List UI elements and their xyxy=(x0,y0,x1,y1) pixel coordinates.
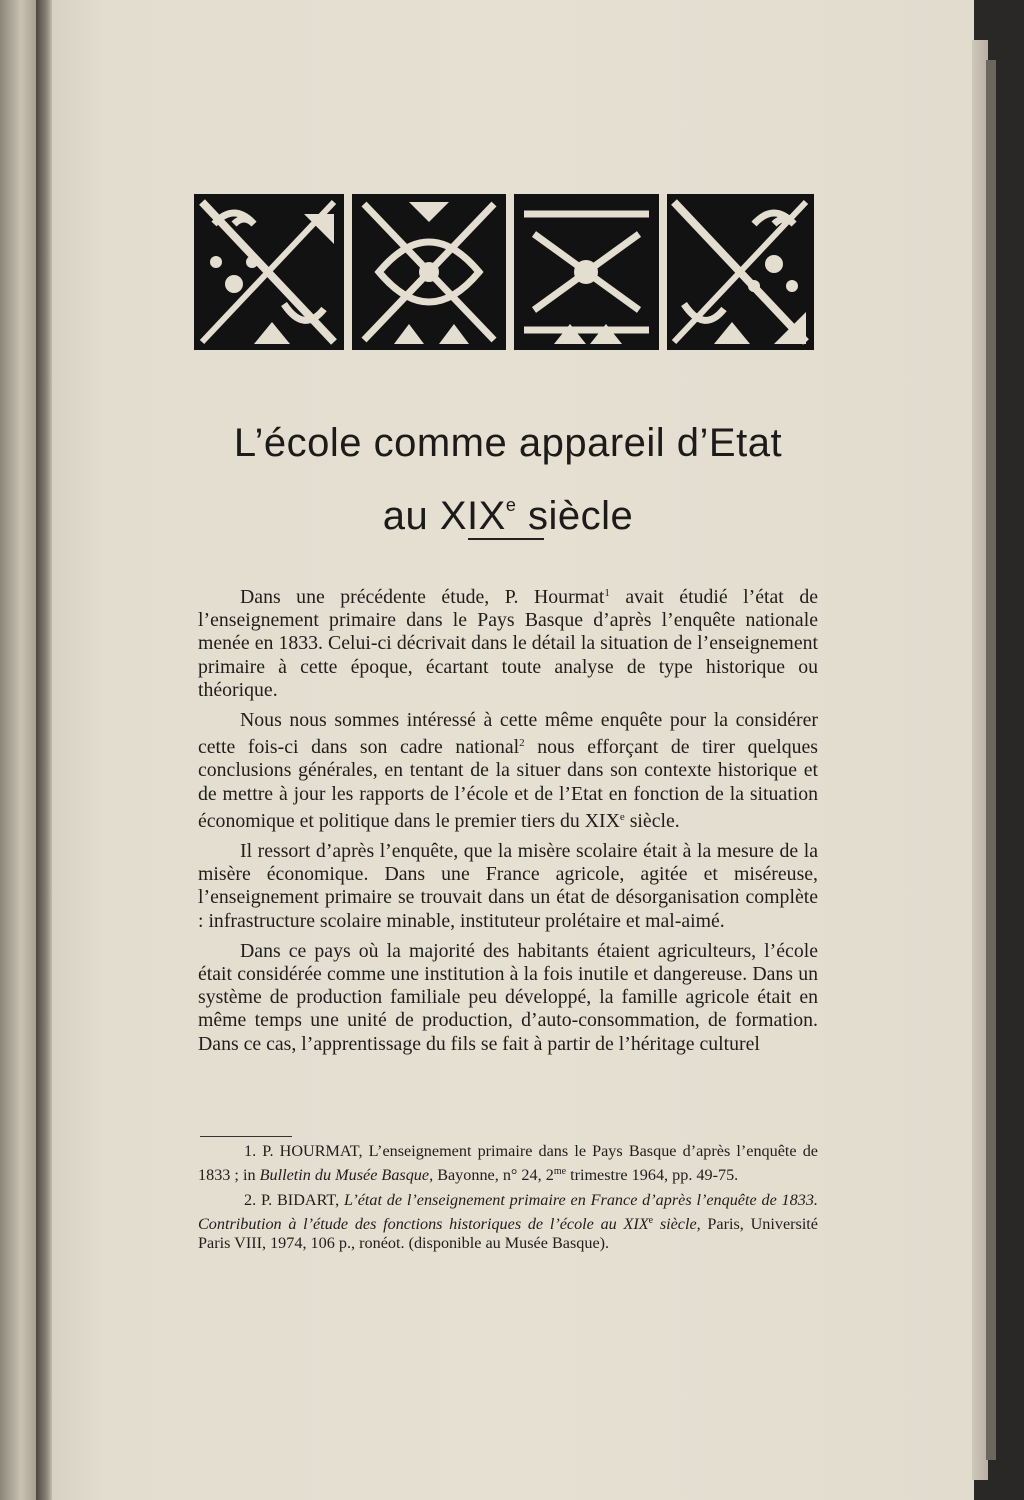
text-run: Paris, Université Paris VIII, 1974, 106 p., ronéot. (disponible au Musée Basque). xyxy=(198,1214,818,1252)
text-run: Bayonne, n° 24, 2 xyxy=(433,1165,554,1184)
article-title xyxy=(150,412,866,547)
text-run: nous efforçant de tirer quelques conclusions générales, en tentant de la situer dans son contexte historique et de mettre à jour les rapports de l’école et de l’Etat en fonction de la situation économique et politique dans le premier tiers du XIX xyxy=(198,736,818,832)
footnote-rule xyxy=(200,1136,292,1137)
superscript: me xyxy=(553,1165,567,1177)
text-run: Dans une précédente étude, P. Hourmat xyxy=(240,586,605,608)
italic-text: Bulletin du Musée Basque, xyxy=(259,1165,434,1184)
superscript: 1 xyxy=(604,587,610,599)
text-run: avait étudié l’état de l’enseignement primaire dans le Pays Basque d’après l’enquête nationale menée en 1833. Celui-ci décrivait dans le détail la situation de l’enseignement primaire à cette époque, écartant toute analyse de type historique ou théorique. xyxy=(198,586,818,701)
body-paragraph xyxy=(198,709,818,833)
title-rule xyxy=(468,538,544,540)
text-run: Il ressort d’après l’enquête, que la misère scolaire était à la mesure de la misère économique. Dans une France agricole, agitée et miséreuse, l’enseignement primaire se trouvait dans un état de désorganisation complète : infrastructure scolaire minable, instituteur prolétaire et mal-aimé. xyxy=(198,840,818,932)
body-paragraph xyxy=(198,840,818,933)
article-body xyxy=(198,582,818,1063)
body-paragraph xyxy=(198,940,818,1056)
text-run: 2. P. BIDART, xyxy=(244,1191,344,1209)
text-run: Nous nous sommes intéressé à cette même enquête pour la considérer cette fois-ci dans son cadre national xyxy=(198,709,818,759)
body-paragraph xyxy=(198,582,818,702)
text-run: 1. P. HOURMAT, L’enseignement primaire dans le Pays Basque d’après l’enquête de 1833 ; in xyxy=(198,1142,818,1184)
footnote xyxy=(198,1142,818,1185)
decorative-ornament-band xyxy=(194,194,814,350)
title-line-1: L’école comme appareil d’Etat xyxy=(233,421,783,465)
title-line-2-sup: e xyxy=(505,495,517,515)
superscript: e xyxy=(648,1214,654,1226)
superscript: e xyxy=(619,810,625,823)
previous-page-edge xyxy=(0,0,38,1500)
title-line-2-post: siècle xyxy=(516,494,634,538)
title-line-2 xyxy=(150,474,866,547)
footnotes xyxy=(198,1142,818,1260)
page-stack-shadow xyxy=(986,60,996,1460)
text-run: trimestre 1964, pp. 49-75. xyxy=(566,1165,739,1184)
footnote xyxy=(198,1191,818,1254)
text-run: Dans ce pays où la majorité des habitants étaient agriculteurs, l’école était considérée comme une institution à la fois inutile et dangereuse. Dans un système de production familiale peu développé, la famille agricole était en même temps une unité de production, d’auto-consommation, de formation. Dans ce cas, l’apprentissage du fils se fait à partir de l’héritage culturel xyxy=(198,939,818,1055)
text-run: siècle. xyxy=(624,809,680,832)
title-line-2-pre: au XIX xyxy=(382,494,506,538)
superscript: 2 xyxy=(519,737,525,750)
italic-text: siècle, xyxy=(653,1214,701,1233)
italic-text: L’état de l’enseignement primaire en France d’après l’enquête de 1833. Contribution à l’étude des fonctions historiques de l’école au XIX xyxy=(198,1191,818,1233)
